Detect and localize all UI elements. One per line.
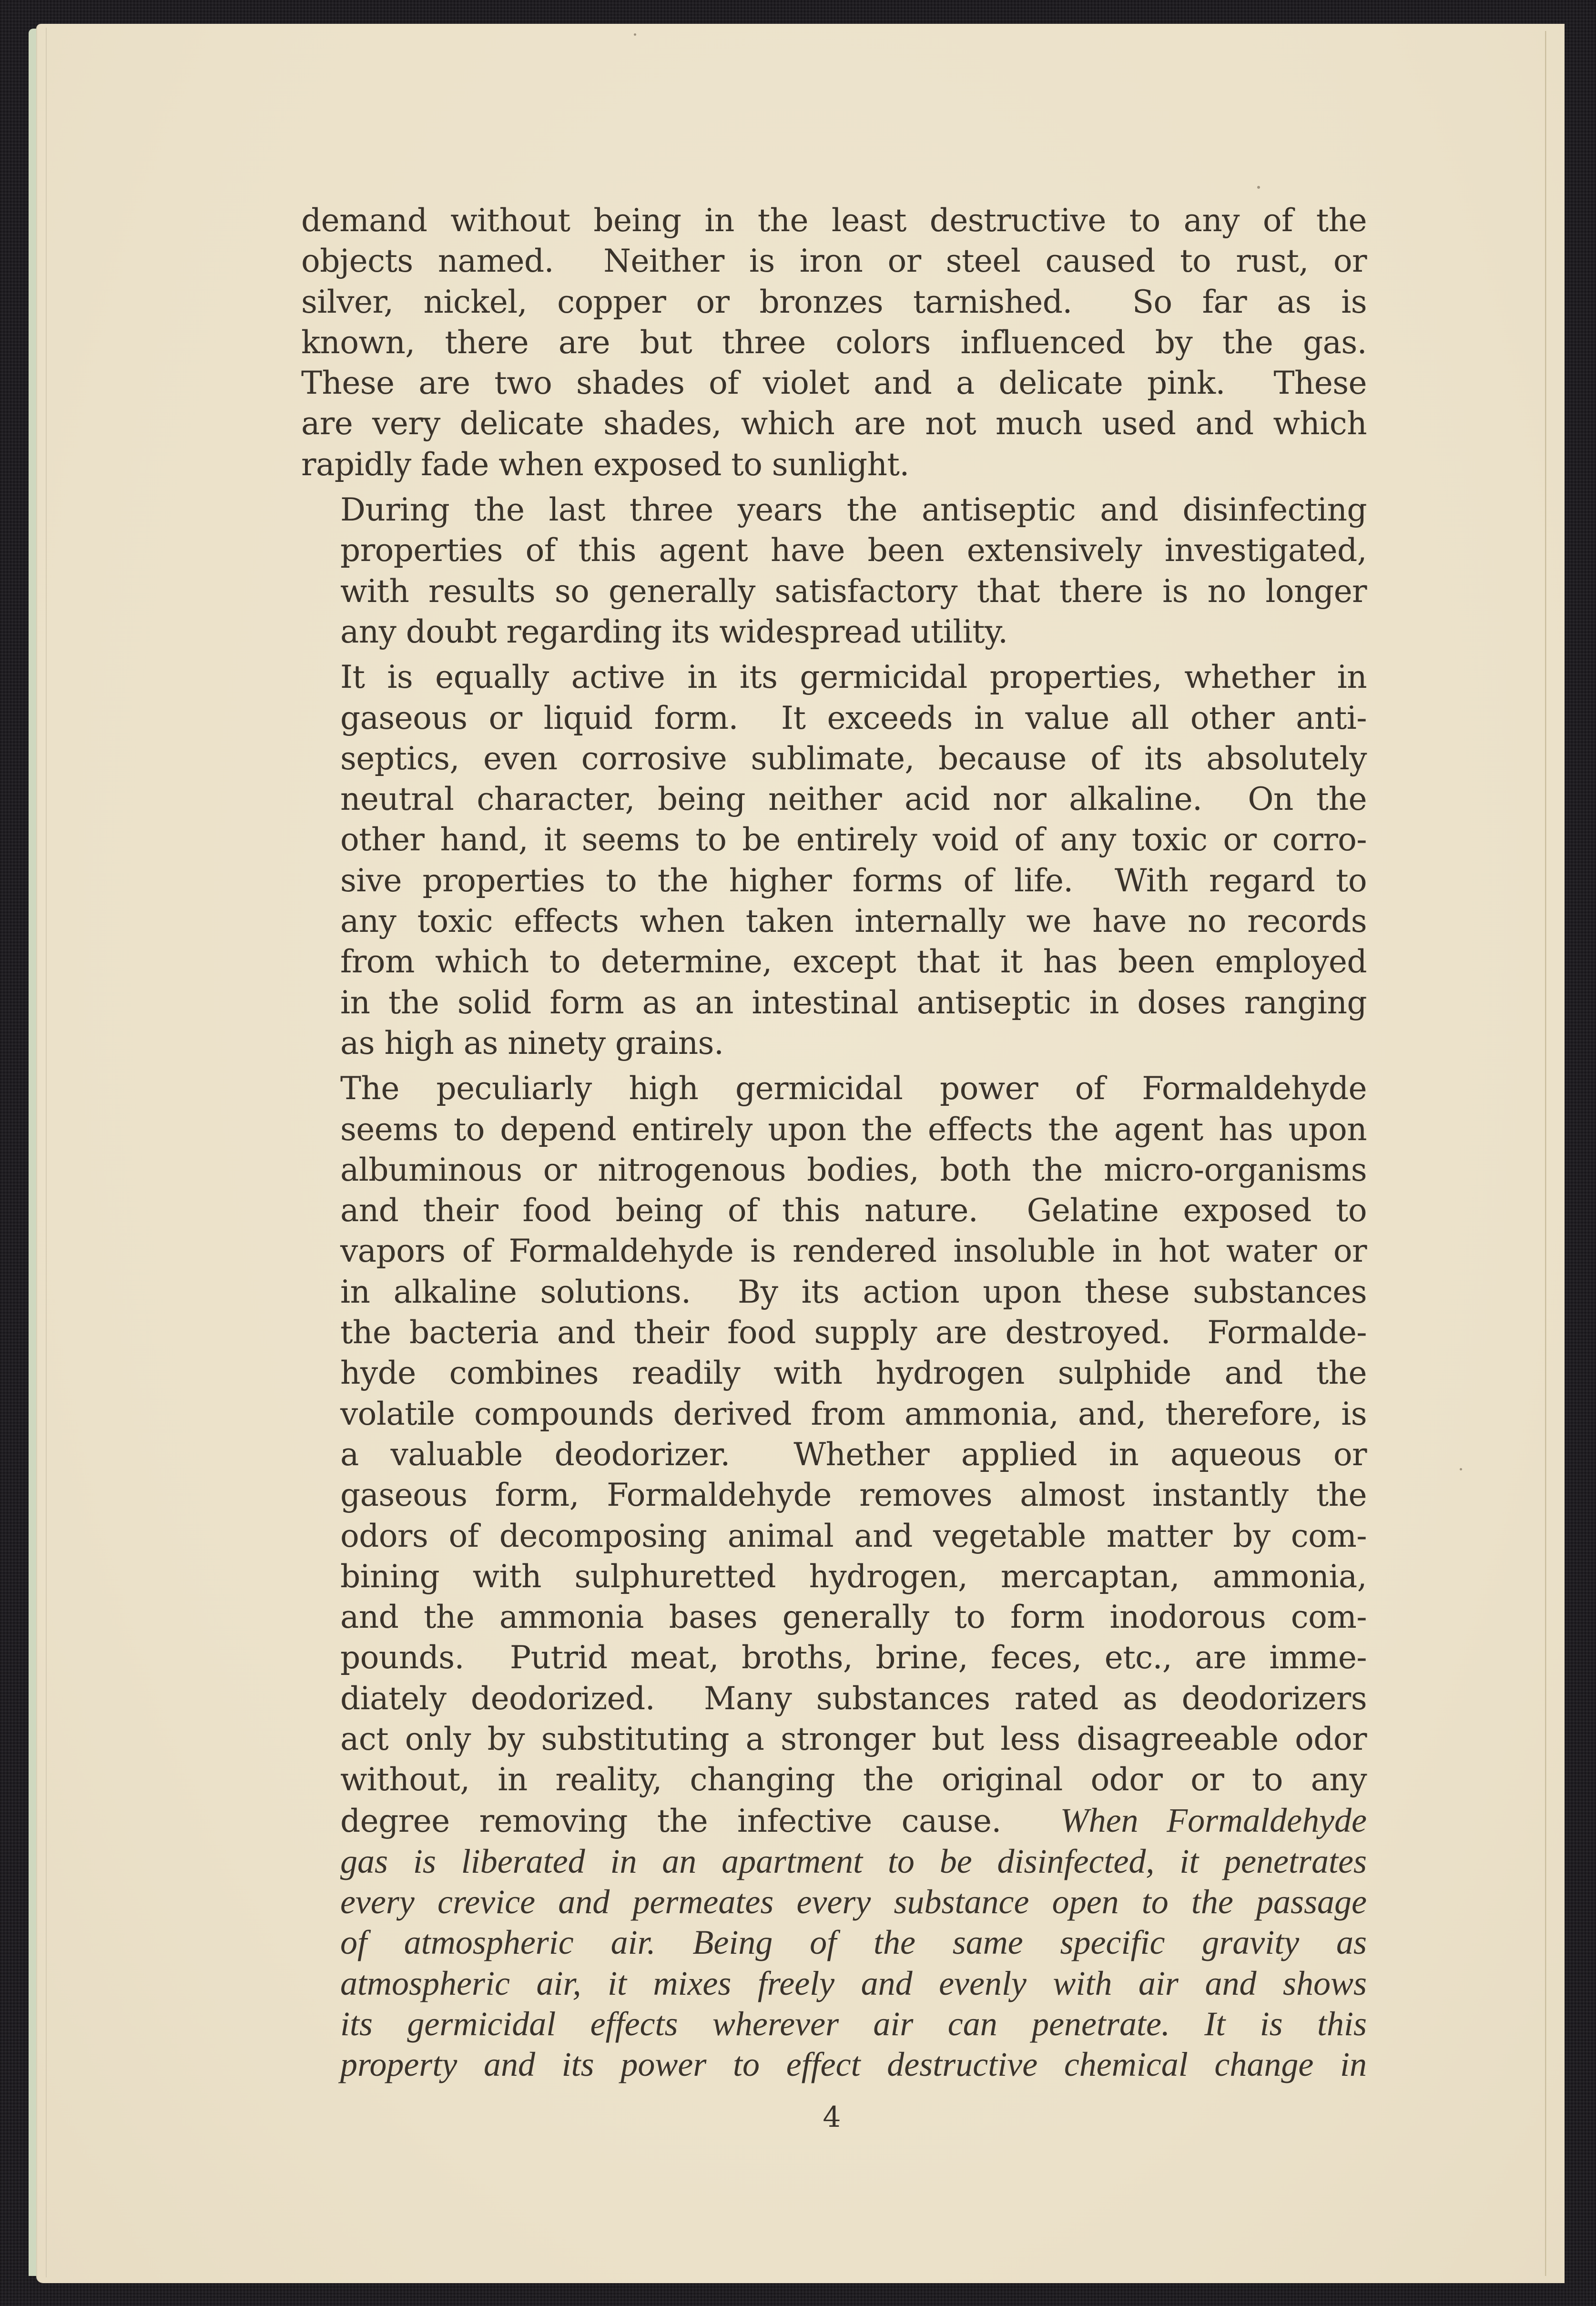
text-run: pounds. Putrid meat, broths, brine, feces, etc., are imme-	[340, 1639, 1367, 1676]
text-run: During the last three years the antiseptic and disinfecting	[340, 491, 1367, 529]
paragraph	[301, 657, 1367, 1063]
text-line	[301, 941, 1367, 982]
text-line	[301, 1150, 1367, 1190]
text-run: are very delicate shades, which are not much used and which	[301, 405, 1367, 442]
text-line	[301, 1231, 1367, 1271]
text-line	[301, 738, 1367, 779]
text-line	[301, 779, 1367, 819]
text-run: other hand, it seems to be entirely void of any toxic or corro-	[340, 821, 1367, 858]
italic-text-run: every crevice and permeates every substance open to the passage	[340, 1883, 1367, 1921]
text-line	[301, 200, 1367, 241]
text-run: a valuable deodorizer. Whether applied in aqueous or	[340, 1436, 1367, 1473]
text-run: odors of decomposing animal and vegetable matter by com-	[340, 1517, 1367, 1554]
text-line	[301, 1882, 1367, 1922]
text-run: known, there are but three colors influenced by the gas.	[301, 324, 1367, 361]
text-line	[301, 363, 1367, 403]
italic-text-run: gas is liberated in an apartment to be disinfected, it penetrates	[340, 1842, 1367, 1880]
text-line	[301, 1068, 1367, 1109]
text-line	[301, 1800, 1367, 1841]
text-line	[301, 403, 1367, 444]
text-run: without, in reality, changing the original odor or to any	[340, 1761, 1367, 1798]
paper-speck	[1460, 1468, 1462, 1470]
body-text	[301, 200, 1367, 2085]
text-run: act only by substituting a stronger but less disagreeable odor	[340, 1720, 1367, 1757]
text-line	[301, 444, 1367, 485]
text-run: as high as ninety grains.	[340, 1024, 724, 1061]
text-run: with results so generally satisfactory that there is no longer	[340, 572, 1367, 610]
text-line	[301, 1678, 1367, 1719]
paragraph	[301, 200, 1367, 485]
text-line	[301, 657, 1367, 697]
text-line	[301, 1475, 1367, 1515]
text-line	[301, 2004, 1367, 2044]
text-line	[301, 1272, 1367, 1312]
text-run: properties of this agent have been extensively investigated,	[340, 532, 1367, 569]
text-line	[301, 1023, 1367, 1063]
paper-speck	[634, 33, 636, 36]
text-run: in the solid form as an intestinal antiseptic in doses ranging	[340, 984, 1367, 1021]
paragraph	[301, 490, 1367, 652]
text-run: neutral character, being neither acid nor alkaline. On the	[340, 781, 1367, 818]
text-line	[301, 2044, 1367, 2085]
text-line	[301, 1719, 1367, 1759]
text-run: hyde combines readily with hydrogen sulphide and the	[340, 1355, 1367, 1392]
text-line	[301, 1312, 1367, 1353]
text-run: any toxic effects when taken internally we have no records	[340, 903, 1367, 940]
italic-text-run: its germicidal effects wherever air can penetrate. It is this	[340, 2005, 1367, 2043]
text-line	[301, 1922, 1367, 1963]
text-line	[301, 1353, 1367, 1393]
text-run: sive properties to the higher forms of life. With regard to	[340, 862, 1367, 899]
text-line	[301, 1556, 1367, 1597]
text-line	[301, 1109, 1367, 1150]
text-run: albuminous or nitrogenous bodies, both the micro-organisms	[340, 1151, 1367, 1188]
text-line	[301, 1963, 1367, 2004]
text-run: silver, nickel, copper or bronzes tarnished. So far as is	[301, 283, 1367, 320]
text-line	[301, 1597, 1367, 1637]
text-run: from which to determine, except that it has been employed	[340, 943, 1367, 980]
text-run: gaseous or liquid form. It exceeds in value all other anti-	[340, 699, 1367, 736]
text-run: seems to depend entirely upon the effects the agent has upon	[340, 1111, 1367, 1148]
text-line	[301, 1841, 1367, 1882]
text-line	[301, 982, 1367, 1023]
text-line	[301, 819, 1367, 860]
text-line	[301, 860, 1367, 901]
text-run: and the ammonia bases generally to form inodorous com-	[340, 1599, 1367, 1636]
text-line	[301, 1516, 1367, 1556]
text-line	[301, 241, 1367, 281]
text-run: rapidly fade when exposed to sunlight.	[301, 446, 909, 483]
italic-text-run: When Formaldehyde	[1060, 1801, 1367, 1839]
italic-text-run: of atmospheric air. Being of the same specific gravity as	[340, 1923, 1367, 1962]
paragraph	[301, 1068, 1367, 2085]
page-fold-line	[1545, 31, 1546, 2276]
text-line	[301, 530, 1367, 571]
text-line	[301, 490, 1367, 530]
text-run: It is equally active in its germicidal properties, whether in	[340, 659, 1367, 696]
text-run: any doubt regarding its widespread utility.	[340, 613, 1008, 650]
text-line	[301, 282, 1367, 322]
text-run: bining with sulphuretted hydrogen, mercaptan, ammonia,	[340, 1558, 1367, 1595]
text-line	[301, 1434, 1367, 1475]
text-line	[301, 1190, 1367, 1231]
text-run: demand without being in the least destructive to any of the	[301, 202, 1367, 239]
text-line	[301, 1394, 1367, 1434]
text-line	[301, 322, 1367, 363]
text-run: vapors of Formaldehyde is rendered insoluble in hot water or	[340, 1233, 1367, 1270]
text-run: diately deodorized. Many substances rated as deodorizers	[340, 1680, 1367, 1717]
text-run: and their food being of this nature. Gelatine exposed to	[340, 1192, 1367, 1229]
text-line	[301, 1759, 1367, 1800]
text-run: volatile compounds derived from ammonia, and, therefore, is	[340, 1395, 1367, 1432]
text-run: These are two shades of violet and a delicate pink. These	[301, 365, 1367, 402]
leaf-edge-line	[46, 28, 47, 2277]
text-run: in alkaline solutions. By its action upon these substances	[340, 1273, 1367, 1310]
paper-speck	[1257, 186, 1260, 189]
text-line	[301, 698, 1367, 738]
text-run: the bacteria and their food supply are destroyed. Formalde-	[340, 1314, 1367, 1351]
italic-text-run: property and its power to effect destructive chemical change in	[340, 2045, 1367, 2084]
text-run: objects named. Neither is iron or steel caused to rust, or	[301, 243, 1367, 280]
text-run: The peculiarly high germicidal power of Formaldehyde	[340, 1070, 1367, 1107]
text-run: degree removing the infective cause.	[340, 1802, 1060, 1839]
text-line	[301, 1637, 1367, 1678]
text-run: gaseous form, Formaldehyde removes almost instantly the	[340, 1477, 1367, 1514]
text-line	[301, 901, 1367, 941]
italic-text-run: atmospheric air, it mixes freely and evenly with air and shows	[340, 1964, 1367, 2002]
text-line	[301, 571, 1367, 612]
document-page	[37, 24, 1565, 2283]
text-line	[301, 612, 1367, 652]
page-number: 4	[823, 2101, 841, 2134]
text-run: septics, even corrosive sublimate, because of its absolutely	[340, 740, 1367, 777]
